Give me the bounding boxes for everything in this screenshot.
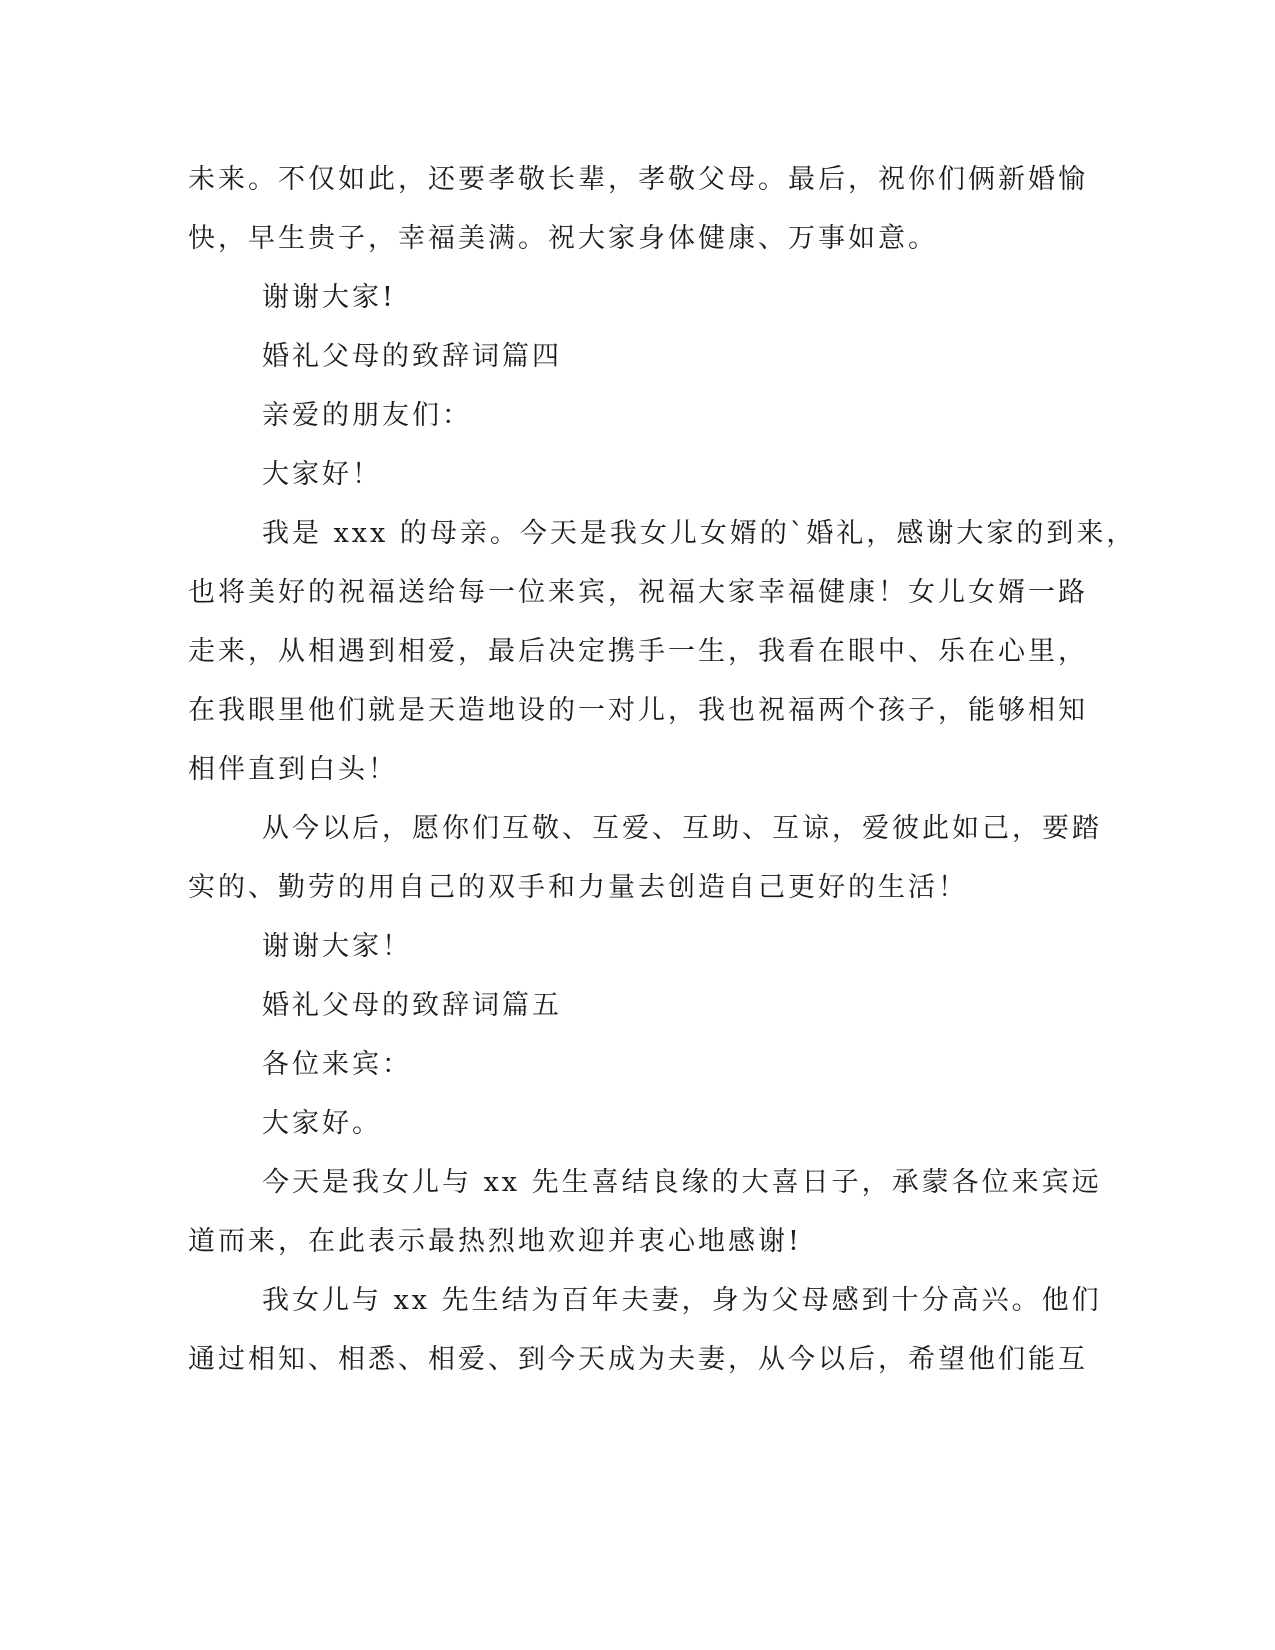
closing-line: 谢谢大家! [262,282,396,313]
paragraph-line: 我是 xxx 的母亲。今天是我女儿女婿的`婚礼，感谢大家的到来， [262,518,1137,549]
paragraph-line: 我女儿与 xx 先生结为百年夫妻，身为父母感到十分高兴。他们 [262,1285,1102,1316]
paragraph-line: 实的、勤劳的用自己的双手和力量去创造自己更好的生活！ [188,872,968,903]
closing-line: 谢谢大家！ [262,931,412,962]
section-heading: 婚礼父母的致辞词篇五 [262,990,562,1021]
salutation-line: 亲爱的朋友们： [262,400,472,431]
greeting-line: 大家好！ [262,459,382,490]
paragraph-line: 今天是我女儿与 xx 先生喜结良缘的大喜日子，承蒙各位来宾远 [262,1167,1102,1198]
paragraph-line: 在我眼里他们就是天造地设的一对儿，我也祝福两个孩子，能够相知 [188,695,1088,726]
paragraph-line: 道而来，在此表示最热烈地欢迎并衷心地感谢! [188,1226,802,1257]
paragraph-line: 相伴直到白头！ [188,754,398,785]
salutation-line: 各位来宾： [262,1049,412,1080]
paragraph-line: 未来。不仅如此，还要孝敬长辈，孝敬父母。最后，祝你们俩新婚愉 [188,164,1088,195]
section-heading: 婚礼父母的致辞词篇四 [262,341,562,372]
greeting-line: 大家好。 [262,1108,382,1139]
paragraph-line: 也将美好的祝福送给每一位来宾，祝福大家幸福健康！女儿女婿一路 [188,577,1088,608]
paragraph-line: 快，早生贵子，幸福美满。祝大家身体健康、万事如意。 [188,223,938,254]
paragraph-line: 走来，从相遇到相爱，最后决定携手一生，我看在眼中、乐在心里， [188,636,1088,667]
paragraph-line: 从今以后，愿你们互敬、互爱、互助、互谅，爱彼此如己，要踏 [262,813,1102,844]
paragraph-line: 通过相知、相悉、相爱、到今天成为夫妻，从今以后，希望他们能互 [188,1344,1088,1375]
